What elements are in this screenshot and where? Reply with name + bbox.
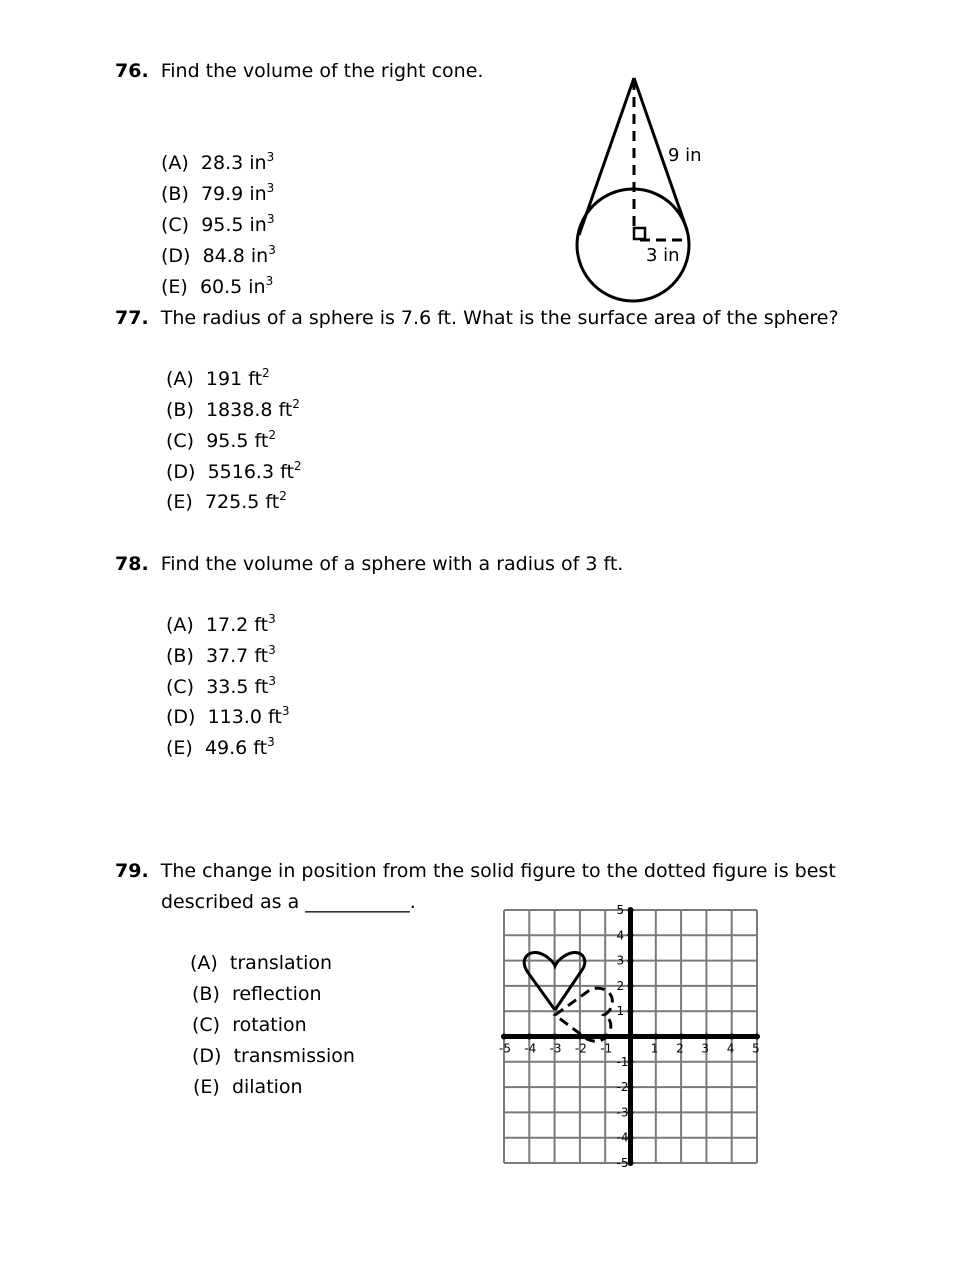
y-tick-label: 3: [616, 953, 625, 968]
answer-choice[interactable]: (A) 28.3 $in^3$: [161, 150, 275, 174]
question-text: Find the volume of a sphere with a radius of 3 ft.: [160, 553, 624, 575]
cone-figure: [560, 70, 720, 310]
answer-choice[interactable]: (C) 33.5 $ft^3$: [166, 674, 276, 698]
y-tick-label: 4: [616, 928, 625, 943]
answer-choice[interactable]: (B) 37.7 $ft^3$: [166, 643, 276, 667]
x-tick-label: 5: [752, 1041, 760, 1056]
coordinate-grid: [490, 900, 770, 1175]
y-tick-label: 2: [616, 978, 625, 993]
x-tick-label: 3: [701, 1041, 710, 1056]
cone-left-edge: [579, 78, 634, 235]
x-tick-mark: [754, 1034, 760, 1040]
answer-choice[interactable]: (D) 113.0 $ft^3$: [166, 704, 290, 728]
answer-choice[interactable]: (E) 60.5 $in^3$: [161, 274, 274, 298]
y-tick-mark: [628, 907, 634, 913]
answer-choice[interactable]: (A) translation: [190, 952, 333, 974]
x-tick-mark: [703, 1034, 709, 1040]
question-78: [115, 553, 623, 575]
question-number: 78.: [115, 553, 149, 575]
radius-label: 3 in: [646, 245, 680, 266]
answer-choice[interactable]: (A) 191 $ft^2$: [166, 366, 270, 390]
x-tick-label: -1: [600, 1041, 613, 1056]
x-tick-mark: [501, 1034, 507, 1040]
answer-choice[interactable]: (E) dilation: [193, 1076, 303, 1098]
question-76: [115, 60, 483, 82]
question-text: The change in position from the solid figure to the dotted figure is best: [160, 860, 836, 882]
answer-choice[interactable]: (B) 1838.8 $ft^2$: [166, 397, 300, 421]
y-tick-label: 1: [616, 1004, 625, 1019]
x-tick-label: -3: [549, 1041, 562, 1056]
y-tick-label: -3: [616, 1105, 629, 1120]
x-tick-label: -5: [499, 1041, 511, 1056]
answer-choice[interactable]: (D) 84.8 $in^3$: [161, 243, 276, 267]
y-tick-mark: [628, 932, 634, 938]
answer-choice[interactable]: (E) 49.6 $ft^3$: [166, 735, 275, 759]
x-tick-mark: [552, 1034, 558, 1040]
y-tick-mark: [628, 983, 634, 989]
y-tick-label: -4: [616, 1130, 629, 1145]
question-text: The radius of a sphere is 7.6 ft. What is the surface area of the sphere?: [160, 307, 839, 329]
y-tick-mark: [628, 1008, 634, 1014]
question-number: 76.: [115, 60, 149, 82]
x-tick-mark: [729, 1034, 735, 1040]
answer-choice[interactable]: (B) 79.9 $in^3$: [161, 181, 275, 205]
x-tick-mark: [526, 1034, 532, 1040]
x-tick-label: -2: [574, 1041, 587, 1056]
question-77: [115, 307, 839, 329]
y-tick-label: -2: [616, 1080, 629, 1095]
question-79: [115, 860, 836, 882]
x-tick-label: 4: [726, 1041, 735, 1056]
y-tick-label: -5: [616, 1156, 629, 1170]
question-number: 77.: [115, 307, 149, 329]
question-text: Find the volume of the right cone.: [160, 60, 484, 82]
x-tick-label: -4: [524, 1041, 537, 1056]
answer-choice[interactable]: (D) transmission: [192, 1045, 355, 1067]
y-tick-label: 5: [616, 903, 625, 917]
answer-choice[interactable]: (C) rotation: [192, 1014, 307, 1036]
answer-choice[interactable]: (C) 95.5 $in^3$: [161, 212, 275, 236]
question-text-line2: described as a ___________.: [161, 891, 416, 913]
x-tick-label: 2: [676, 1041, 684, 1056]
axes: [501, 907, 760, 1166]
answer-choice[interactable]: (B) reflection: [192, 983, 322, 1005]
answer-choice[interactable]: (C) 95.5 $ft^2$: [166, 428, 276, 452]
x-tick-mark: [678, 1034, 684, 1040]
answer-choice[interactable]: (E) 725.5 $ft^2$: [166, 489, 287, 513]
x-tick-mark: [653, 1034, 659, 1040]
y-tick-mark: [628, 958, 634, 964]
answer-choice[interactable]: (D) 5516.3 $ft^2$: [166, 459, 302, 483]
slant-height-label: 9 in: [668, 145, 702, 166]
x-tick-label: 1: [650, 1041, 659, 1056]
answer-choice[interactable]: (A) 17.2 $ft^3$: [166, 612, 276, 636]
right-angle-marker: [634, 228, 645, 239]
y-tick-label: -1: [616, 1054, 629, 1069]
question-number: 79.: [115, 860, 149, 882]
